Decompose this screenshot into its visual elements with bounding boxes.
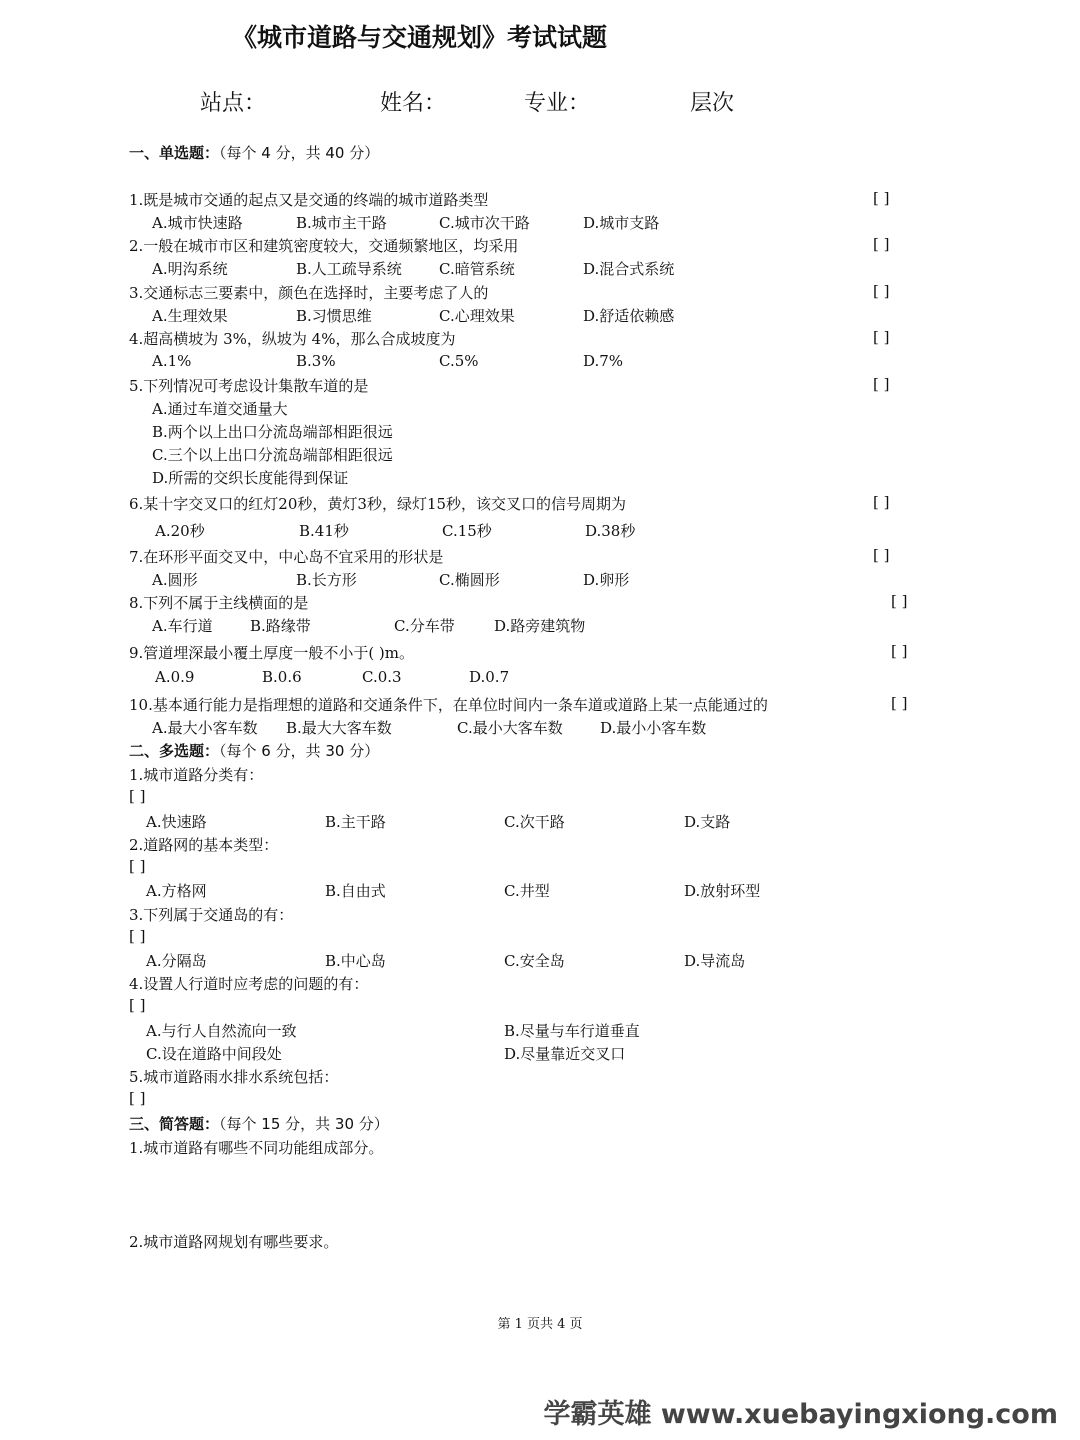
s2-q2-option-d: D.放射环型 [684,882,761,900]
level-label: 层次 [690,91,735,116]
s1-q7-text: 7.在环形平面交叉中，中心岛不宜采用的形状是 [129,548,444,566]
s1-q1-option-b: B.城市主干路 [296,214,387,232]
s2-q3-text: 3.下列属于交通岛的有： [129,906,294,924]
s1-q4-option-b: B.3% [296,352,336,370]
s1-q8-option-d: D.路旁建筑物 [494,617,586,635]
s1-q9-answer-bracket[interactable]: [ ] [891,642,908,660]
s2-q2-answer-bracket[interactable]: [ ] [129,857,146,875]
s1-q3-option-c: C.心理效果 [439,307,515,325]
s1-q2-option-c: C.暗管系统 [439,260,515,278]
s1-q3-option-a: A.生理效果 [152,307,228,325]
s2-q4-option-a: A.与行人自然流向一致 [146,1022,297,1040]
s2-q1-option-b: B.主干路 [325,813,386,831]
s2-q2-option-b: B.自由式 [325,882,386,900]
s2-q4-option-c: C.设在道路中间段处 [146,1045,282,1063]
s1-q10-option-d: D.最小小客车数 [600,719,707,737]
major-label: 专业： [524,91,591,116]
s1-q10-option-a: A.最大小客车数 [152,719,258,737]
section2-note: （每个 6 分，共 30 分） [219,742,380,760]
s1-q6-option-b: B.41秒 [299,522,349,540]
s1-q1-option-a: A.城市快速路 [152,214,243,232]
section2-heading [129,740,379,761]
s1-q5-option-b: B.两个以上出口分流岛端部相距很远 [152,423,393,441]
name-label: 姓名： [380,91,447,116]
s1-q7-answer-bracket[interactable]: [ ] [873,546,890,564]
s1-q9-text: 9.管道埋深最小覆土厚度一般不小于( )m。 [129,644,415,662]
s1-q4-text: 4.超高横坡为 3%，纵坡为 4%，那么合成坡度为 [129,330,456,348]
s2-q4-option-d: D.尽量靠近交叉口 [504,1045,626,1063]
s1-q7-option-d: D.卵形 [583,571,630,589]
s1-q10-option-c: C.最小大客车数 [457,719,563,737]
s1-q4-option-d: D.7% [583,352,624,370]
s1-q8-option-b: B.路缘带 [250,617,311,635]
s1-q2-text: 2.一般在城市市区和建筑密度较大，交通频繁地区，均采用 [129,237,519,255]
s1-q9-option-a: A.0.9 [155,668,195,686]
s1-q6-option-a: A.20秒 [155,522,205,540]
s1-q4-option-c: C.5% [439,352,479,370]
s2-q4-option-b: B.尽量与车行道垂直 [504,1022,640,1040]
s2-q3-option-c: C.安全岛 [504,952,565,970]
s2-q4-text: 4.设置人行道时应考虑的问题的有： [129,975,369,993]
s1-q5-text: 5.下列情况可考虑设计集散车道的是 [129,377,369,395]
section3-heading [129,1113,389,1134]
s1-q6-option-d: D.38秒 [585,522,636,540]
s1-q6-option-c: C.15秒 [442,522,492,540]
section1-heading [129,142,379,163]
s2-q1-option-c: C.次干路 [504,813,565,831]
s2-q4-answer-bracket[interactable]: [ ] [129,996,146,1014]
s1-q1-answer-bracket[interactable]: [ ] [873,189,890,207]
s1-q2-option-b: B.人工疏导系统 [296,260,402,278]
s1-q3-option-d: D.舒适依赖感 [583,307,675,325]
s1-q3-option-b: B.习惯思维 [296,307,372,325]
s3-q1-text: 1.城市道路有哪些不同功能组成部分。 [129,1139,384,1157]
page-footer: 第 1 页共 4 页 [497,1317,583,1332]
s1-q5-answer-bracket[interactable]: [ ] [873,375,890,393]
s1-q3-text: 3.交通标志三要素中，颜色在选择时，主要考虑了人的 [129,284,489,302]
station-label: 站点： [200,91,267,116]
s1-q2-option-a: A.明沟系统 [152,260,228,278]
exam-title: 《城市道路与交通规划》考试试题 [232,23,608,52]
s2-q5-answer-bracket[interactable]: [ ] [129,1089,146,1107]
section1-heading-text: 一、单选题： [129,144,220,162]
s2-q3-option-d: D.导流岛 [684,952,746,970]
s1-q5-option-c: C.三个以上出口分流岛端部相距很远 [152,446,393,464]
s1-q5-option-a: A.通过车道交通量大 [152,400,288,418]
s1-q6-answer-bracket[interactable]: [ ] [873,493,890,511]
s2-q2-text: 2.道路网的基本类型： [129,836,279,854]
s2-q1-answer-bracket[interactable]: [ ] [129,787,146,805]
s1-q7-option-b: B.长方形 [296,571,357,589]
s1-q1-option-c: C.城市次干路 [439,214,530,232]
s1-q6-text: 6.某十字交叉口的红灯20秒，黄灯3秒，绿灯15秒，该交叉口的信号周期为 [129,495,627,513]
s2-q3-answer-bracket[interactable]: [ ] [129,927,146,945]
s1-q8-text: 8.下列不属于主线横面的是 [129,594,309,612]
s1-q8-answer-bracket[interactable]: [ ] [891,592,908,610]
s1-q8-option-a: A.车行道 [152,617,213,635]
s1-q8-option-c: C.分车带 [394,617,455,635]
s1-q4-answer-bracket[interactable]: [ ] [873,328,890,346]
s1-q10-option-b: B.最大大客车数 [286,719,392,737]
watermark: 学霸英雄 www.xuebayingxiong.com [543,1399,1058,1430]
section1-note: （每个 4 分，共 40 分） [219,144,380,162]
s1-q3-answer-bracket[interactable]: [ ] [873,282,890,300]
s1-q7-option-c: C.椭圆形 [439,571,500,589]
s3-q2-text: 2.城市道路网规划有哪些要求。 [129,1233,339,1251]
s2-q1-text: 1.城市道路分类有： [129,766,264,784]
section2-heading-text: 二、多选题： [129,742,220,760]
s1-q5-option-d: D.所需的交织长度能得到保证 [152,469,349,487]
s1-q2-answer-bracket[interactable]: [ ] [873,235,890,253]
s2-q5-text: 5.城市道路雨水排水系统包括： [129,1068,339,1086]
s1-q10-text: 10.基本通行能力是指理想的道路和交通条件下，在单位时间内一条车道或道路上某一点能通过的 [129,696,768,714]
s1-q4-option-a: A.1% [152,352,192,370]
s1-q1-option-d: D.城市支路 [583,214,660,232]
s2-q2-option-c: C.井型 [504,882,550,900]
section3-heading-text: 三、简答题： [129,1115,220,1133]
s2-q3-option-a: A.分隔岛 [146,952,207,970]
s2-q1-option-d: D.支路 [684,813,731,831]
s1-q7-option-a: A.圆形 [152,571,198,589]
s2-q2-option-a: A.方格网 [146,882,207,900]
s1-q9-option-d: D.0.7 [469,668,510,686]
s2-q3-option-b: B.中心岛 [325,952,386,970]
s1-q10-answer-bracket[interactable]: [ ] [891,694,908,712]
section3-note: （每个 15 分，共 30 分） [219,1115,389,1133]
s1-q2-option-d: D.混合式系统 [583,260,675,278]
s2-q1-option-a: A.快速路 [146,813,207,831]
s1-q1-text: 1.既是城市交通的起点又是交通的终端的城市道路类型 [129,191,489,209]
s1-q9-option-b: B.0.6 [262,668,302,686]
s1-q9-option-c: C.0.3 [362,668,402,686]
